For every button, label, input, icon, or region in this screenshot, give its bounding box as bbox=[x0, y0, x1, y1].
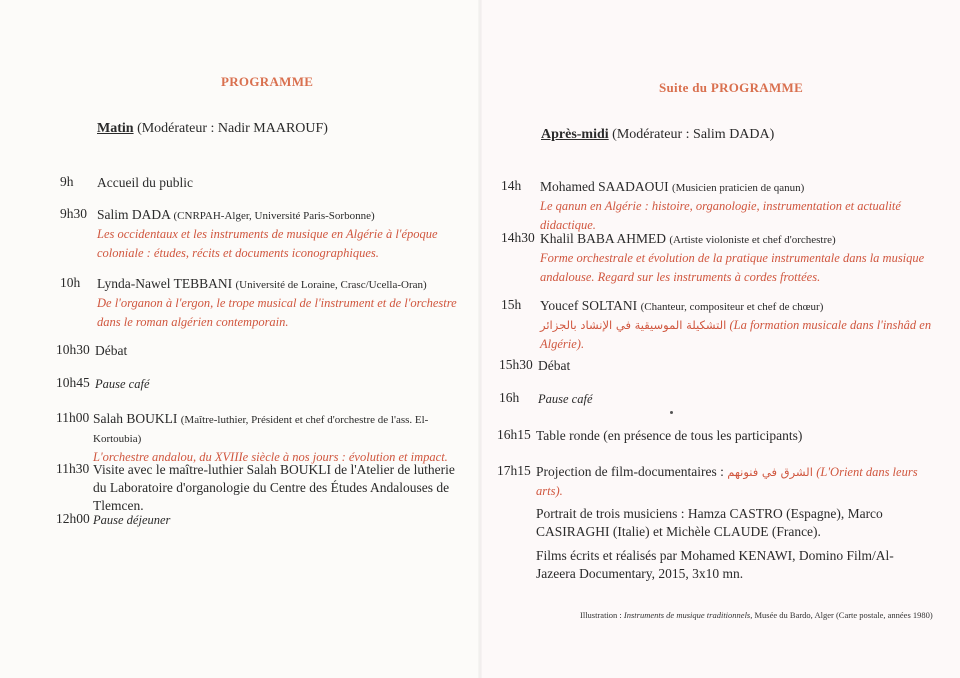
speaker-affiliation: (CNRPAH-Alger, Université Paris-Sorbonne) bbox=[173, 210, 375, 222]
time-9h30: 9h30 bbox=[60, 206, 87, 221]
morning-moderator: (Modérateur : Nadir MAAROUF) bbox=[137, 121, 328, 136]
entry-boukli bbox=[93, 410, 473, 467]
time-11h30: 11h30 bbox=[56, 461, 90, 476]
talk-title: De l'organon à l'ergon, le trope musical de l'instrument et de l'orchestre dans le roman algérien contemporain. bbox=[97, 296, 457, 329]
projection-portrait: Portrait de trois musiciens : Hamza CASTRO (Espagne), Marco CASIRAGHI (Italie) et Michèle CLAUDE (France). bbox=[536, 506, 883, 539]
entry-debat: Débat bbox=[538, 358, 571, 373]
time-17h15: 17h15 bbox=[497, 463, 531, 478]
suite-programme-heading: Suite du PROGRAMME bbox=[659, 80, 804, 95]
time-10h30: 10h30 bbox=[56, 342, 90, 357]
speaker-name: Salim DADA bbox=[97, 207, 171, 222]
entry-pause-cafe: Pause café bbox=[538, 392, 593, 406]
talk-title: L'orchestre andalou, du XVIIIe siècle à nos jours : évolution et impact. bbox=[93, 450, 448, 464]
time-15h30: 15h30 bbox=[499, 357, 533, 372]
entry-baba-ahmed bbox=[540, 230, 925, 287]
talk-title: Les occidentaux et les instruments de musique en Algérie à l'époque coloniale : études, récits et documents iconographiques. bbox=[97, 227, 438, 260]
entry-projection bbox=[536, 463, 941, 583]
speaker-affiliation: (Maître-luthier, Président et chef d'orchestre de l'ass. El-Kortoubia) bbox=[93, 414, 429, 445]
talk-title-arabic: التشكيلة الموسيقية في الإنشاد بالجزائر bbox=[540, 318, 727, 332]
entry-tebbani bbox=[97, 275, 462, 332]
projection-line bbox=[536, 463, 941, 501]
time-14h30: 14h30 bbox=[501, 230, 535, 245]
speaker-name: Khalil BABA AHMED bbox=[540, 231, 667, 246]
time-16h15: 16h15 bbox=[497, 427, 531, 442]
film-title-arabic: الشرق في فنونهم bbox=[727, 465, 813, 479]
projection-credits: Films écrits et réalisés par Mohamed KENAWI, Domino Film/Al-Jazeera Documentary, 2015, 3x10 mn. bbox=[536, 548, 894, 581]
talk-title: Le qanun en Algérie : histoire, organologie, instrumentation et actualité didactique. bbox=[540, 199, 901, 232]
afternoon-label: Après-midi bbox=[541, 127, 609, 142]
afternoon-moderator: (Modérateur : Salim DADA) bbox=[612, 127, 775, 142]
speaker-affiliation: (Chanteur, compositeur et chef de chœur) bbox=[640, 301, 824, 313]
time-14h: 14h bbox=[501, 178, 522, 193]
programme-heading: PROGRAMME bbox=[221, 74, 314, 89]
time-16h: 16h bbox=[499, 390, 520, 405]
entry-saadaoui bbox=[540, 178, 940, 235]
speck bbox=[670, 411, 673, 414]
entry-table-ronde: Table ronde (en présence de tous les participants) bbox=[536, 428, 803, 443]
speaker-name: Lynda-Nawel TEBBANI bbox=[97, 276, 233, 291]
speaker-affiliation: (Artiste violoniste et chef d'orchestre) bbox=[669, 234, 836, 246]
entry-soltani bbox=[540, 297, 940, 354]
talk-title bbox=[540, 316, 940, 354]
speaker-name: Mohamed SAADAOUI bbox=[540, 179, 669, 194]
speaker-name: Salah BOUKLI bbox=[93, 411, 178, 426]
entry-visite: Visite avec le maître-luthier Salah BOUKLI de l'Atelier de lutherie du Laboratoire d'organologie du Centre des Études Andalouses de Tlemcen. bbox=[93, 462, 455, 513]
film-title-french: (L'Orient dans leurs arts). bbox=[536, 465, 918, 498]
time-10h: 10h bbox=[60, 275, 81, 290]
entry-accueil: Accueil du public bbox=[97, 175, 193, 190]
talk-title: Forme orchestrale et évolution de la pratique instrumentale dans la musique andalouse. Regard sur les instruments à cordes frottées. bbox=[540, 251, 925, 284]
entry-pause-dejeuner: Pause déjeuner bbox=[93, 513, 171, 527]
speaker-affiliation: (Université de Loraine, Crasc/Ucella-Oran) bbox=[235, 279, 427, 291]
morning-session-header bbox=[97, 121, 328, 137]
entry-dada bbox=[97, 206, 477, 263]
talk-title-french: (La formation musicale dans l'inshâd en Algérie). bbox=[540, 318, 932, 351]
time-10h45: 10h45 bbox=[56, 375, 90, 390]
speaker-name: Youcef SOLTANI bbox=[540, 298, 638, 313]
morning-label: Matin bbox=[97, 121, 134, 136]
caption-title: Instruments de musique traditionnels, bbox=[623, 610, 753, 620]
time-12h00: 12h00 bbox=[56, 511, 90, 526]
page-fold bbox=[478, 0, 482, 678]
speaker-affiliation: (Musicien praticien de qanun) bbox=[672, 182, 805, 194]
time-11h00: 11h00 bbox=[56, 410, 90, 425]
time-15h: 15h bbox=[501, 297, 522, 312]
caption-prefix: Illustration : bbox=[580, 610, 622, 620]
time-9h: 9h bbox=[60, 174, 74, 189]
afternoon-session-header bbox=[541, 127, 774, 143]
illustration-caption bbox=[580, 610, 933, 620]
right-page bbox=[480, 0, 960, 678]
caption-suffix: Musée du Bardo, Alger (Carte postale, années 1980) bbox=[754, 610, 933, 620]
entry-pause-cafe: Pause café bbox=[95, 377, 150, 391]
entry-debat: Débat bbox=[95, 343, 128, 358]
projection-label: Projection de film-documentaires : bbox=[536, 464, 724, 479]
